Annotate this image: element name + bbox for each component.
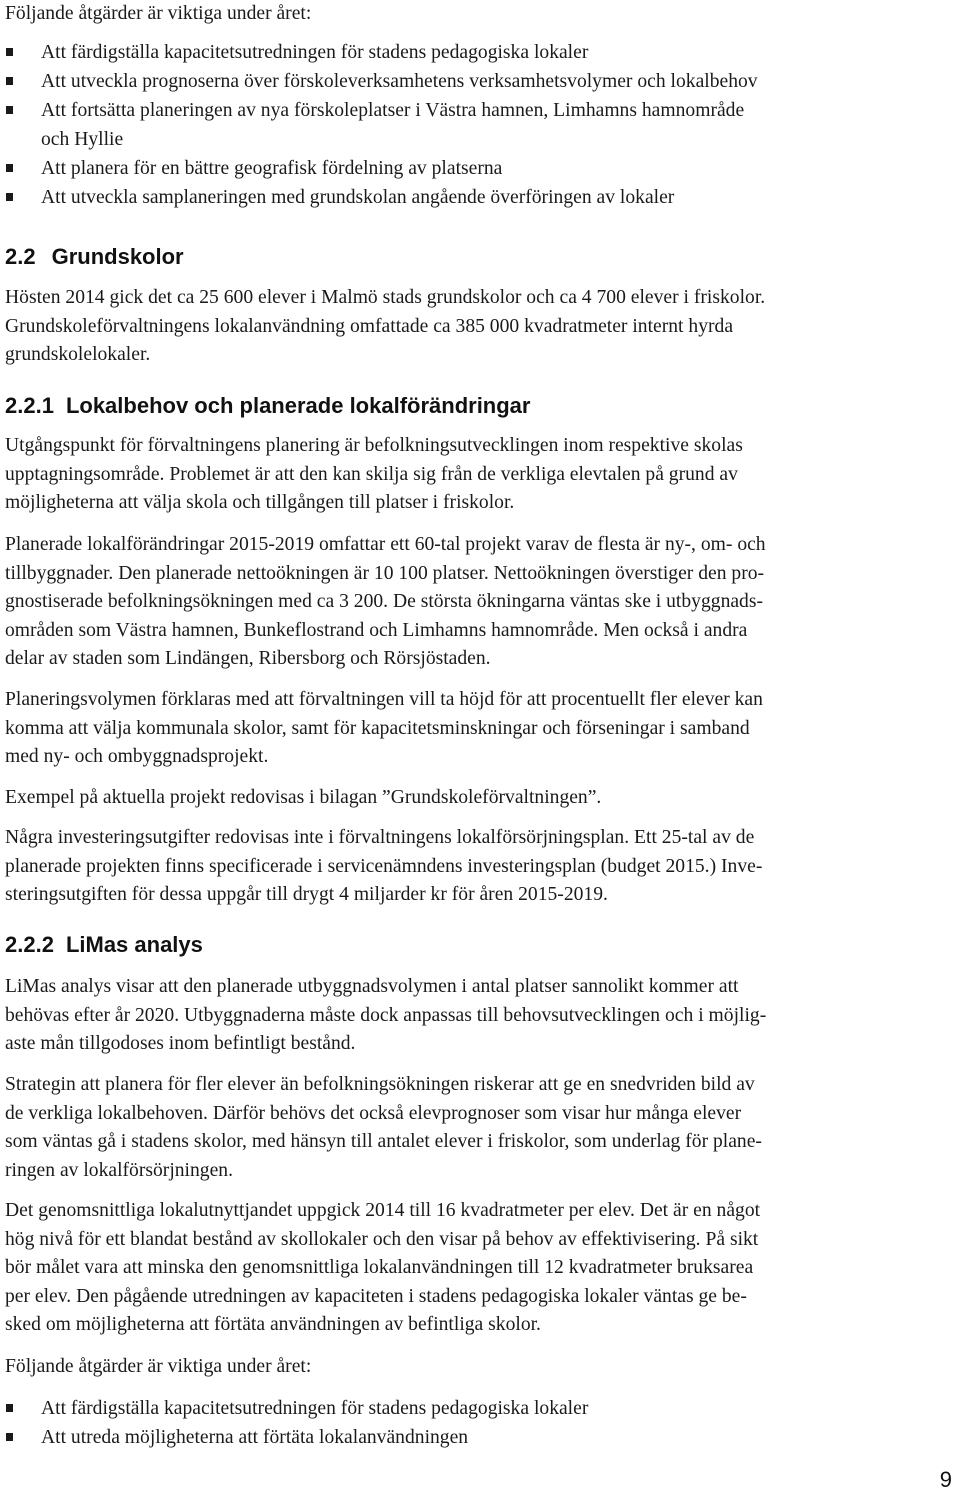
text-line: med ny- och ombyggnadsprojekt. [5, 746, 269, 768]
section-heading-grundskolor [5, 242, 184, 272]
square-bullet-icon [6, 1404, 13, 1412]
page-number: 9 [939, 1467, 952, 1492]
text-line: komma att välja kommunala skolor, samt för kapacitetsminskningar och förseningar i samband [5, 717, 750, 739]
text-line: behövas efter år 2020. Utbyggnaderna måste dock anpassas till behovsutvecklingen och i möjlig- [5, 1004, 767, 1026]
square-bullet-icon [6, 193, 13, 201]
text-line: Planeringsvolymen förklaras med att förvaltningen vill ta höjd för att procentuellt fler elever kan [5, 689, 763, 710]
list-item-text: Att utveckla prognoserna över förskoleverksamhetens verksamhetsvolymer och lokalbehov [41, 71, 758, 92]
list-item [5, 1423, 588, 1452]
text-line: Hösten 2014 gick det ca 25 600 elever i Malmö stads grundskolor och ca 4 700 elever i friskolor. [5, 287, 766, 308]
paragraph [5, 432, 743, 518]
text-line: tillbyggnader. Den planerade nettoökningen är 10 100 platser. Nettoökningen överstiger den pro- [5, 562, 765, 584]
text-line: per elev. Den pågående utredningen av kapaciteten i stadens pedagogiska lokaler väntas ge be- [5, 1285, 747, 1307]
list-item-text: Att planera för en bättre geografisk fördelning av platserna [41, 158, 503, 179]
section-title: LiMas analys [65, 932, 203, 957]
text-line: delar av staden som Lindängen, Ribersborg och Rörsjöstaden. [5, 648, 491, 670]
paragraph [5, 1071, 762, 1185]
square-bullet-icon [6, 1433, 13, 1441]
paragraph [5, 284, 765, 370]
text-line: bör målet vara att minska den genomsnittliga lokalanvändningen till 12 kvadratmeter bruksarea [5, 1257, 754, 1279]
square-bullet-icon [6, 48, 13, 56]
section-number: 2.2.1 [5, 393, 54, 418]
paragraph [5, 824, 762, 910]
section-intro-text: Följande åtgärder är viktiga under året: [5, 1356, 312, 1377]
section-title: Lokalbehov och planerade lokalförändringar [65, 393, 531, 418]
paragraph [5, 686, 763, 772]
paragraph [5, 973, 766, 1059]
section-title: Grundskolor [51, 244, 184, 269]
text-line: Strategin att planera för fler elever än befolkningsökningen riskerar att ge en snedvriden bild av [5, 1074, 755, 1095]
text-line: LiMas analys visar att den planerade utbyggnadsvolymen i antal platser sannolikt kommer att [5, 976, 739, 997]
text-line: som väntas gå i stadens skolor, med hänsyn till antalet elever i friskolor, som underlag för plane- [5, 1131, 762, 1153]
list-item [5, 96, 758, 154]
text-line: gnostiserade befolkningsökningen med ca 3 200. De största ökningarna väntas ske i utbyggnads- [5, 591, 764, 613]
text-line: ringen av lokalförsörjningen. [5, 1159, 233, 1181]
text-line: planerade projekten finns specificerade i servicenämndens investeringsplan (budget 2015.) Inve- [5, 855, 763, 877]
text-line: sked om möjligheterna att förtäta användningen av befintliga skolor. [5, 1314, 541, 1336]
subsection-heading-limas-analys [5, 930, 203, 960]
text-line: upptagningsområde. Problemet är att den kan skilja sig från de verkliga elevtalen på grund av [5, 463, 738, 485]
section-number: 2.2 [5, 244, 36, 269]
text-line: Några investeringsutgifter redovisas inte i förvaltningens lokalförsörjningsplan. Ett 25-tal av de [5, 827, 755, 848]
text-line: Utgångspunkt för förvaltningens planering är befolkningsutvecklingen inom respektive skolas [5, 435, 743, 456]
list-item-text: Att utreda möjligheterna att förtäta lokalanvändningen [41, 1427, 469, 1448]
paragraph [5, 784, 601, 813]
text-line: Grundskoleförvaltningens lokalanvändning omfattade ca 385 000 kvadratmeter internt hyrda [5, 315, 734, 337]
text-line: de verkliga lokalbehoven. Därför behövs det också elevprognoser som visar hur många elever [5, 1102, 742, 1124]
square-bullet-icon [6, 77, 13, 85]
section-intro-text: Följande åtgärder är viktiga under året: [5, 3, 312, 24]
action-list-school [5, 1394, 588, 1452]
list-item [5, 154, 758, 183]
list-item-text: och Hyllie [41, 129, 124, 150]
list-item [5, 38, 758, 67]
paragraph [5, 1197, 760, 1340]
paragraph [5, 531, 766, 674]
action-list-preschool [5, 38, 758, 212]
text-line: aste mån tillgodoses inom befintligt bestånd. [5, 1033, 356, 1055]
section-number: 2.2.2 [5, 932, 54, 957]
text-line: områden som Västra hamnen, Bunkeflostrand och Limhamns hamnområde. Men också i andra [5, 619, 748, 641]
list-item-text: Att färdigställa kapacitetsutredningen för stadens pedagogiska lokaler [41, 1398, 589, 1419]
list-item [5, 67, 758, 96]
square-bullet-icon [6, 106, 13, 114]
list-item-text: Att färdigställa kapacitetsutredningen för stadens pedagogiska lokaler [41, 42, 589, 63]
text-line: steringsutgiften för dessa uppgår till drygt 4 miljarder kr för åren 2015-2019. [5, 884, 608, 906]
text-line: Exempel på aktuella projekt redovisas i bilagan ”Grundskoleförvaltningen”. [5, 787, 602, 808]
text-line: grundskolelokaler. [5, 344, 151, 366]
text-line: möjligheterna att välja skola och tillgången till platser i friskolor. [5, 492, 515, 514]
subsection-heading-lokalbehov [5, 391, 530, 421]
text-line: Det genomsnittliga lokalutnyttjandet uppgick 2014 till 16 kvadratmeter per elev. Det är en något [5, 1200, 761, 1221]
list-item-text: Att fortsätta planeringen av nya förskoleplatser i Västra hamnen, Limhamns hamnområde [41, 100, 745, 121]
list-item [5, 1394, 588, 1423]
text-line: hög nivå för ett blandat bestånd av skollokaler och den visar på behov av effektivisering. På sikt [5, 1228, 759, 1250]
text-line: Planerade lokalförändringar 2015-2019 omfattar ett 60-tal projekt varav de flesta är ny-, om- och [5, 534, 766, 555]
square-bullet-icon [6, 164, 13, 172]
list-item [5, 183, 758, 212]
list-item-text: Att utveckla samplaneringen med grundskolan angående överföringen av lokaler [41, 187, 675, 208]
